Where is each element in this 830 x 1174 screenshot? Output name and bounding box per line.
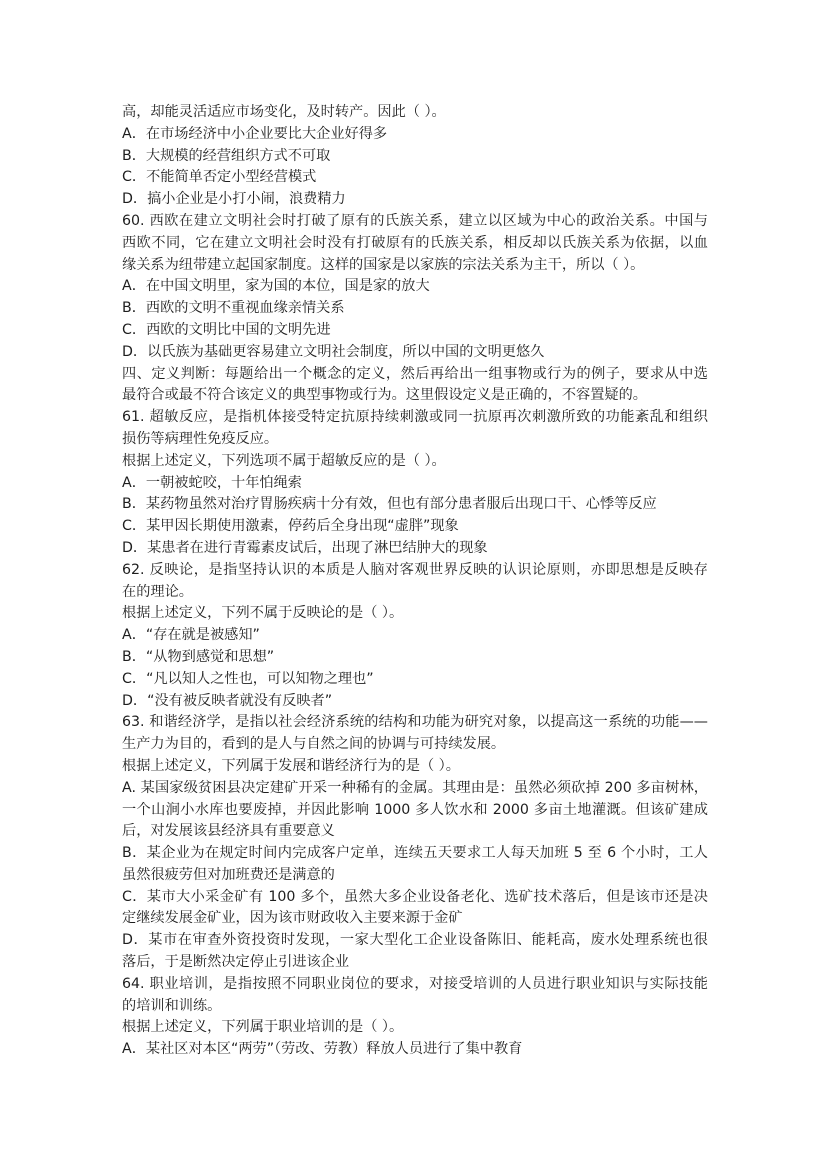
paragraph: [122, 625, 708, 647]
paragraph: [122, 930, 708, 974]
text-line: 虽然很疲劳但对加班费还是满意的: [122, 866, 335, 883]
text-line: C．某甲因长期使用激素，停药后全身出现“虚胖”现象: [122, 518, 459, 535]
text-line: 西欧不同，它在建立文明社会时没有打破原有的氏族关系，相反却以氏族关系为依据，以血: [122, 234, 708, 251]
text-line: B．西欧的文明不重视血缘亲情关系: [122, 300, 345, 317]
paragraph: [122, 211, 708, 276]
paragraph: [122, 887, 708, 931]
text-line: A．一朝被蛇咬，十年怕绳索: [122, 474, 302, 491]
text-line: 60. 西欧在建立文明社会时打破了原有的氏族关系，建立以区域为中心的政治关系。中国与: [122, 212, 708, 229]
text-line: C．不能简单否定小型经营模式: [122, 169, 317, 186]
text-line: 在的理论。: [122, 583, 193, 600]
text-line: D．某患者在进行青霉素皮试后，出现了淋巴结肿大的现象: [122, 539, 488, 556]
paragraph: [122, 276, 708, 298]
paragraph: [122, 189, 708, 211]
paragraph: [122, 342, 708, 364]
text-line: 缘关系为纽带建立起国家制度。这样的国家是以家族的宗法关系为主干，所以（ ）。: [122, 256, 645, 273]
paragraph: [122, 516, 708, 538]
text-line: C．西欧的文明比中国的文明先进: [122, 321, 331, 338]
paragraph: [122, 364, 708, 408]
text-line: 最符合或最不符合该定义的典型事物或行为。这里假设定义是正确的，不容置疑的。: [122, 387, 647, 404]
text-line: 后，对发展该县经济具有重要意义: [122, 823, 335, 840]
text-line: B．大规模的经营组织方式不可取: [122, 147, 331, 164]
text-line: 根据上述定义，下列不属于反映论的是（ ）。: [122, 605, 404, 622]
paragraph: [122, 603, 708, 625]
text-line: A．在中国文明里，家为国的本位，国是家的放大: [122, 278, 430, 295]
text-line: B．某企业为在规定时间内完成客户定单，连续五天要求工人每天加班 5 至 6 个小时，工人: [122, 845, 708, 862]
paragraph: [122, 669, 708, 691]
text-line: D．搞小企业是小打小闹，浪费精力: [122, 191, 346, 208]
paragraph: [122, 124, 708, 146]
text-line: 63. 和谐经济学，是指以社会经济系统的结构和功能为研究对象，以提高这一系统的功能——: [122, 714, 708, 731]
paragraph: [122, 407, 708, 451]
paragraph: [122, 298, 708, 320]
paragraph: [122, 167, 708, 189]
text-line: A. 某国家级贫困县决定建矿开采一种稀有的金属。其理由是：虽然必须砍掉 200 多亩树林，: [122, 779, 708, 796]
paragraph: [122, 538, 708, 560]
paragraph: [122, 691, 708, 713]
text-line: 落后，于是断然决定停止引进该企业: [122, 954, 350, 971]
paragraph: [122, 146, 708, 168]
paragraph: [122, 1039, 708, 1061]
text-line: 损伤等病理性免疫反应。: [122, 430, 279, 447]
text-line: 64. 职业培训，是指按照不同职业岗位的要求，对接受培训的人员进行职业知识与实际技能: [122, 975, 708, 992]
paragraph: [122, 712, 708, 756]
paragraph: [122, 560, 708, 604]
text-line: A．某社区对本区“两劳”（劳改、劳教）释放人员进行了集中教育: [122, 1041, 523, 1058]
text-line: 生产力为目的，看到的是人与自然之间的协调与可持续发展。: [122, 736, 506, 753]
text-line: 定继续发展金矿业，因为该市财政收入主要来源于金矿: [122, 910, 463, 927]
text-line: 61. 超敏反应，是指机体接受特定抗原持续刺激或同一抗原再次刺激所致的功能紊乱和组织: [122, 409, 708, 426]
paragraph: [122, 843, 708, 887]
text-line: B．某药物虽然对治疗胃肠疾病十分有效，但也有部分患者服后出现口干、心悸等反应: [122, 496, 657, 513]
text-line: 根据上述定义，下列属于职业培训的是（ ）。: [122, 1019, 404, 1036]
text-line: D．“没有被反映者就没有反映者”: [122, 692, 333, 709]
text-line: 根据上述定义，下列选项不属于超敏反应的是（ ）。: [122, 452, 446, 469]
paragraph: [122, 1017, 708, 1039]
text-line: D．以氏族为基础更容易建立文明社会制度，所以中国的文明更悠久: [122, 343, 545, 360]
paragraph: [122, 320, 708, 342]
paragraph: [122, 778, 708, 843]
paragraph: [122, 647, 708, 669]
text-line: A．“存在就是被感知”: [122, 627, 260, 644]
text-line: 高，却能灵活适应市场变化，及时转产。因此（ ）。: [122, 104, 446, 120]
paragraph: [122, 102, 708, 124]
text-line: 根据上述定义，下列属于发展和谐经济行为的是（ ）。: [122, 757, 460, 774]
paragraph: [122, 451, 708, 473]
text-line: C．某市大小采金矿有 100 多个，虽然大多企业设备老化、选矿技术落后，但是该市还是决: [122, 888, 708, 905]
paragraph: [122, 473, 708, 495]
paragraph: [122, 974, 708, 1018]
paragraph: [122, 756, 708, 778]
text-line: D．某市在审查外资投资时发现，一家大型化工企业设备陈旧、能耗高，废水处理系统也很: [122, 932, 708, 949]
text-line: 四、定义判断：每题给出一个概念的定义，然后再给出一组事物或行为的例子，要求从中选: [122, 365, 708, 382]
text-line: 一个山涧小水库也要废掉，并因此影响 1000 多人饮水和 2000 多亩土地灌溉。但该矿建成: [122, 801, 708, 818]
paragraph: [122, 494, 708, 516]
document-page: [122, 102, 708, 1061]
text-line: C．“凡以知人之性也，可以知物之理也”: [122, 670, 374, 687]
text-line: 的培训和训练。: [122, 997, 222, 1014]
text-line: B．“从物到感觉和思想”: [122, 648, 275, 665]
text-line: 62. 反映论，是指坚持认识的本质是人脑对客观世界反映的认识论原则，亦即思想是反映存: [122, 561, 708, 578]
text-line: A．在市场经济中小企业要比大企业好得多: [122, 125, 388, 142]
